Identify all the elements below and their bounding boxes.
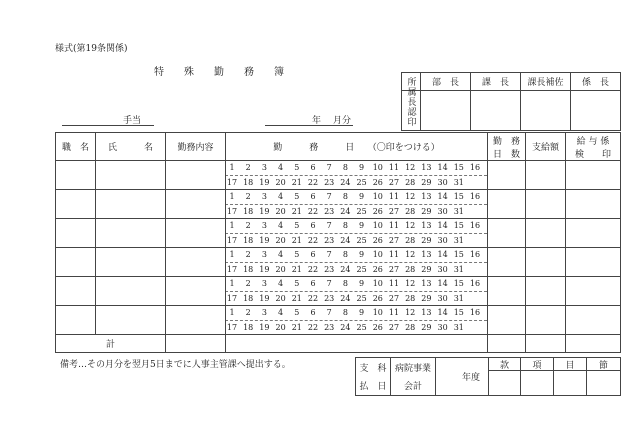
day-number[interactable]: 19 (259, 236, 270, 245)
payment-col-header: 款 (499, 360, 509, 371)
day-number[interactable]: 19 (259, 178, 270, 187)
day-number[interactable]: 30 (437, 265, 448, 274)
day-number[interactable]: 26 (372, 178, 383, 187)
day-number[interactable]: 4 (278, 250, 284, 259)
day-number[interactable]: 6 (310, 221, 316, 230)
day-number[interactable]: 4 (278, 308, 284, 317)
day-number[interactable]: 7 (326, 279, 332, 288)
day-number[interactable]: 25 (356, 294, 367, 303)
day-number[interactable]: 2 (245, 279, 251, 288)
day-number[interactable]: 9 (359, 192, 365, 201)
day-number[interactable]: 14 (437, 221, 448, 230)
stamp-cell[interactable] (521, 91, 570, 130)
day-number[interactable]: 27 (388, 178, 400, 187)
day-number[interactable]: 19 (259, 294, 270, 303)
day-number[interactable]: 8 (342, 279, 348, 288)
day-number[interactable]: 28 (405, 294, 416, 303)
day-number[interactable]: 31 (453, 265, 464, 274)
day-number[interactable]: 20 (275, 323, 286, 332)
day-number[interactable]: 11 (388, 250, 400, 259)
day-number[interactable]: 7 (326, 192, 332, 201)
day-number[interactable]: 31 (453, 178, 464, 187)
day-number[interactable]: 5 (294, 250, 300, 259)
day-number[interactable]: 18 (243, 265, 254, 274)
day-number[interactable]: 14 (437, 279, 448, 288)
title-char: 殊 (184, 67, 194, 78)
day-number[interactable]: 20 (275, 294, 286, 303)
header-days-bottom: 日 数 (492, 149, 520, 160)
day-number[interactable]: 27 (388, 236, 400, 245)
day-number[interactable]: 25 (356, 207, 367, 216)
day-number[interactable]: 11 (388, 192, 400, 201)
day-number[interactable]: 29 (421, 323, 432, 332)
day-number[interactable]: 28 (405, 178, 416, 187)
payment-col-header: 節 (598, 360, 608, 371)
month-label: 月分 (333, 116, 352, 126)
day-number[interactable]: 18 (243, 207, 254, 216)
stamp-cell[interactable] (471, 91, 520, 130)
day-number[interactable]: 22 (307, 236, 319, 245)
day-number[interactable]: 2 (245, 192, 251, 201)
day-number[interactable]: 19 (259, 265, 270, 274)
day-number[interactable]: 9 (359, 221, 365, 230)
header-clerk-bottom: 検 印 (574, 149, 611, 160)
day-number[interactable]: 19 (259, 323, 270, 332)
day-number[interactable]: 16 (469, 308, 481, 317)
allowance-suffix: 手当 (123, 116, 142, 126)
day-number[interactable]: 5 (294, 221, 300, 230)
payment-dept-top: 病院事業 (394, 363, 431, 374)
day-number[interactable]: 1 (229, 192, 235, 201)
day-number[interactable]: 23 (324, 294, 335, 303)
form-label: 様式(第19条関係) (55, 44, 128, 54)
day-number[interactable]: 27 (388, 294, 400, 303)
day-number[interactable]: 7 (326, 250, 332, 259)
day-number[interactable]: 21 (291, 323, 302, 332)
day-number[interactable]: 11 (388, 279, 400, 288)
day-number[interactable]: 29 (421, 294, 432, 303)
day-number[interactable]: 20 (275, 236, 286, 245)
day-number[interactable]: 10 (372, 192, 383, 201)
day-number[interactable]: 4 (278, 192, 284, 201)
day-number[interactable]: 26 (372, 207, 383, 216)
approval-vertical-label: 所属長認印 (405, 76, 416, 127)
day-number[interactable]: 25 (356, 265, 367, 274)
title-char: 勤 (214, 67, 224, 78)
day-number[interactable]: 17 (226, 265, 238, 274)
day-number[interactable]: 30 (437, 207, 448, 216)
day-number[interactable]: 2 (245, 308, 251, 317)
header-clerk-top: 給 与 係 (576, 136, 610, 147)
day-number[interactable]: 7 (326, 308, 332, 317)
day-number[interactable]: 5 (294, 192, 300, 201)
day-number[interactable]: 9 (359, 163, 365, 172)
day-number[interactable]: 31 (453, 236, 464, 245)
day-number[interactable]: 12 (405, 279, 416, 288)
stamp-cell[interactable] (421, 91, 470, 130)
day-number[interactable]: 18 (243, 323, 254, 332)
day-number[interactable]: 10 (372, 308, 383, 317)
day-number[interactable]: 13 (421, 279, 432, 288)
day-number[interactable]: 23 (324, 178, 335, 187)
approval-col-header: 係 長 (581, 77, 609, 88)
day-number[interactable]: 6 (310, 279, 316, 288)
day-number[interactable]: 15 (453, 221, 464, 230)
day-number[interactable]: 17 (226, 178, 238, 187)
day-number[interactable]: 2 (245, 250, 251, 259)
day-number[interactable]: 16 (469, 279, 481, 288)
day-number[interactable]: 25 (356, 323, 367, 332)
title-char: 簿 (274, 67, 284, 78)
day-number[interactable]: 30 (437, 236, 448, 245)
day-number[interactable]: 21 (291, 236, 302, 245)
day-number[interactable]: 27 (388, 265, 400, 274)
day-number[interactable]: 29 (421, 178, 432, 187)
day-number[interactable]: 15 (453, 192, 464, 201)
day-number[interactable]: 24 (340, 265, 351, 274)
day-number[interactable]: 24 (340, 207, 351, 216)
payment-col-header: 項 (532, 360, 542, 371)
stamp-cell[interactable] (571, 91, 620, 130)
day-number[interactable]: 28 (405, 236, 416, 245)
day-number[interactable]: 9 (359, 279, 365, 288)
day-number[interactable]: 5 (294, 163, 300, 172)
day-number[interactable]: 10 (372, 163, 383, 172)
day-number[interactable]: 21 (291, 265, 302, 274)
day-number[interactable]: 30 (437, 294, 448, 303)
day-number[interactable]: 10 (372, 221, 383, 230)
day-number[interactable]: 25 (356, 178, 367, 187)
day-number[interactable]: 14 (437, 308, 448, 317)
day-number[interactable]: 3 (261, 163, 267, 172)
day-number[interactable]: 25 (356, 236, 367, 245)
day-number[interactable]: 1 (229, 250, 235, 259)
approval-col-header: 課長補佐 (527, 77, 564, 88)
note-text: 備考…その月分を翌月5日までに人事主管課へ提出する。 (60, 360, 291, 370)
day-number[interactable]: 17 (226, 207, 238, 216)
day-number[interactable]: 2 (245, 163, 251, 172)
day-number[interactable]: 24 (340, 236, 351, 245)
day-number[interactable]: 17 (226, 294, 238, 303)
approval-col-header: 課 長 (481, 77, 509, 88)
header-duty: 勤務内容 (177, 143, 214, 153)
day-number[interactable]: 14 (437, 250, 448, 259)
day-number[interactable]: 3 (261, 279, 267, 288)
day-number[interactable]: 27 (388, 323, 400, 332)
day-number[interactable]: 13 (421, 163, 432, 172)
day-number[interactable]: 8 (342, 250, 348, 259)
day-number[interactable]: 9 (359, 250, 365, 259)
day-number[interactable]: 16 (469, 192, 481, 201)
day-number[interactable]: 29 (421, 207, 432, 216)
day-number[interactable]: 5 (294, 279, 300, 288)
day-number[interactable]: 11 (388, 308, 400, 317)
payment-label-bottom: 払 日 (359, 381, 387, 392)
day-number[interactable]: 13 (421, 192, 432, 201)
day-number[interactable]: 22 (307, 178, 319, 187)
day-number[interactable]: 19 (259, 207, 270, 216)
day-number[interactable]: 8 (342, 308, 348, 317)
day-number[interactable]: 18 (243, 178, 254, 187)
day-number[interactable]: 8 (342, 192, 348, 201)
day-number[interactable]: 3 (261, 250, 267, 259)
day-number[interactable]: 27 (388, 207, 400, 216)
day-number[interactable]: 24 (340, 323, 351, 332)
header-amount: 支給額 (531, 143, 559, 153)
day-number[interactable]: 23 (324, 323, 335, 332)
day-number[interactable]: 6 (310, 250, 316, 259)
day-number[interactable]: 23 (324, 236, 335, 245)
total-label: 計 (105, 340, 115, 350)
day-number[interactable]: 29 (421, 236, 432, 245)
day-number[interactable]: 28 (405, 207, 416, 216)
day-number[interactable]: 6 (310, 308, 316, 317)
day-number[interactable]: 21 (291, 207, 302, 216)
day-number[interactable]: 15 (453, 279, 464, 288)
day-number[interactable]: 1 (229, 308, 235, 317)
day-number[interactable]: 3 (261, 308, 267, 317)
title-char: 務 (244, 67, 254, 78)
day-number[interactable]: 11 (388, 163, 400, 172)
day-number[interactable]: 8 (342, 163, 348, 172)
day-number[interactable]: 26 (372, 294, 383, 303)
header-days-top: 勤 務 (492, 136, 520, 147)
payment-col-header: 目 (565, 360, 575, 371)
day-number[interactable]: 14 (437, 192, 448, 201)
day-number[interactable]: 16 (469, 221, 481, 230)
day-number[interactable]: 9 (359, 308, 365, 317)
header-position: 職 名 (61, 143, 89, 153)
day-number[interactable]: 26 (372, 265, 383, 274)
day-number[interactable]: 12 (405, 192, 416, 201)
day-number[interactable]: 23 (324, 207, 335, 216)
day-number[interactable]: 4 (278, 163, 284, 172)
day-number[interactable]: 1 (229, 163, 235, 172)
day-number[interactable]: 26 (372, 323, 383, 332)
day-number[interactable]: 6 (310, 192, 316, 201)
header-attendance: 勤 務 日 （〇印をつける） (273, 143, 440, 153)
day-number[interactable]: 13 (421, 308, 432, 317)
day-number[interactable]: 12 (405, 250, 416, 259)
day-number[interactable]: 20 (275, 265, 286, 274)
day-number[interactable]: 31 (453, 323, 464, 332)
day-number[interactable]: 16 (469, 163, 481, 172)
day-number[interactable]: 3 (261, 221, 267, 230)
day-number[interactable]: 21 (291, 294, 302, 303)
day-number[interactable]: 30 (437, 178, 448, 187)
day-number[interactable]: 1 (229, 279, 235, 288)
day-number[interactable]: 15 (453, 163, 464, 172)
day-number[interactable]: 29 (421, 265, 432, 274)
day-number[interactable]: 21 (291, 178, 302, 187)
day-number[interactable]: 22 (307, 323, 319, 332)
day-number[interactable]: 1 (229, 221, 235, 230)
day-number[interactable]: 12 (405, 221, 416, 230)
day-number[interactable]: 6 (310, 163, 316, 172)
day-number[interactable]: 7 (326, 221, 332, 230)
payment-dept-bottom: 会計 (403, 381, 422, 392)
day-number[interactable]: 11 (388, 221, 400, 230)
day-number[interactable]: 22 (307, 207, 319, 216)
day-number[interactable]: 24 (340, 178, 351, 187)
day-number[interactable]: 13 (421, 221, 432, 230)
day-number[interactable]: 23 (324, 265, 335, 274)
day-number[interactable]: 15 (453, 250, 464, 259)
day-number[interactable]: 2 (245, 221, 251, 230)
day-number[interactable]: 20 (275, 178, 286, 187)
day-number[interactable]: 17 (226, 323, 238, 332)
day-number[interactable]: 26 (372, 236, 383, 245)
day-number[interactable]: 28 (405, 323, 416, 332)
day-number[interactable]: 8 (342, 221, 348, 230)
day-number[interactable]: 22 (307, 294, 319, 303)
year-label: 年 (312, 116, 322, 126)
title-char: 特 (154, 67, 164, 78)
day-number[interactable]: 4 (278, 221, 284, 230)
day-number[interactable]: 15 (453, 308, 464, 317)
day-number[interactable]: 7 (326, 163, 332, 172)
day-number[interactable]: 30 (437, 323, 448, 332)
day-number[interactable]: 12 (405, 308, 416, 317)
day-number[interactable]: 3 (261, 192, 267, 201)
day-number[interactable]: 10 (372, 250, 383, 259)
day-number[interactable]: 10 (372, 279, 383, 288)
day-number[interactable]: 17 (226, 236, 238, 245)
day-number[interactable]: 31 (453, 294, 464, 303)
day-number[interactable]: 24 (340, 294, 351, 303)
day-number[interactable]: 4 (278, 279, 284, 288)
day-number[interactable]: 14 (437, 163, 448, 172)
day-number[interactable]: 20 (275, 207, 286, 216)
header-name: 氏 名 (107, 143, 153, 153)
payment-year: 年度 (461, 372, 480, 383)
day-number[interactable]: 18 (243, 236, 254, 245)
approval-col-header: 部 長 (431, 77, 459, 88)
day-number[interactable]: 12 (405, 163, 416, 172)
day-number[interactable]: 16 (469, 250, 481, 259)
day-number[interactable]: 5 (294, 308, 300, 317)
payment-label-top: 支 科 (359, 363, 387, 374)
day-number[interactable]: 28 (405, 265, 416, 274)
day-number[interactable]: 13 (421, 250, 432, 259)
day-number[interactable]: 31 (453, 207, 464, 216)
day-number[interactable]: 18 (243, 294, 254, 303)
day-number[interactable]: 22 (307, 265, 319, 274)
